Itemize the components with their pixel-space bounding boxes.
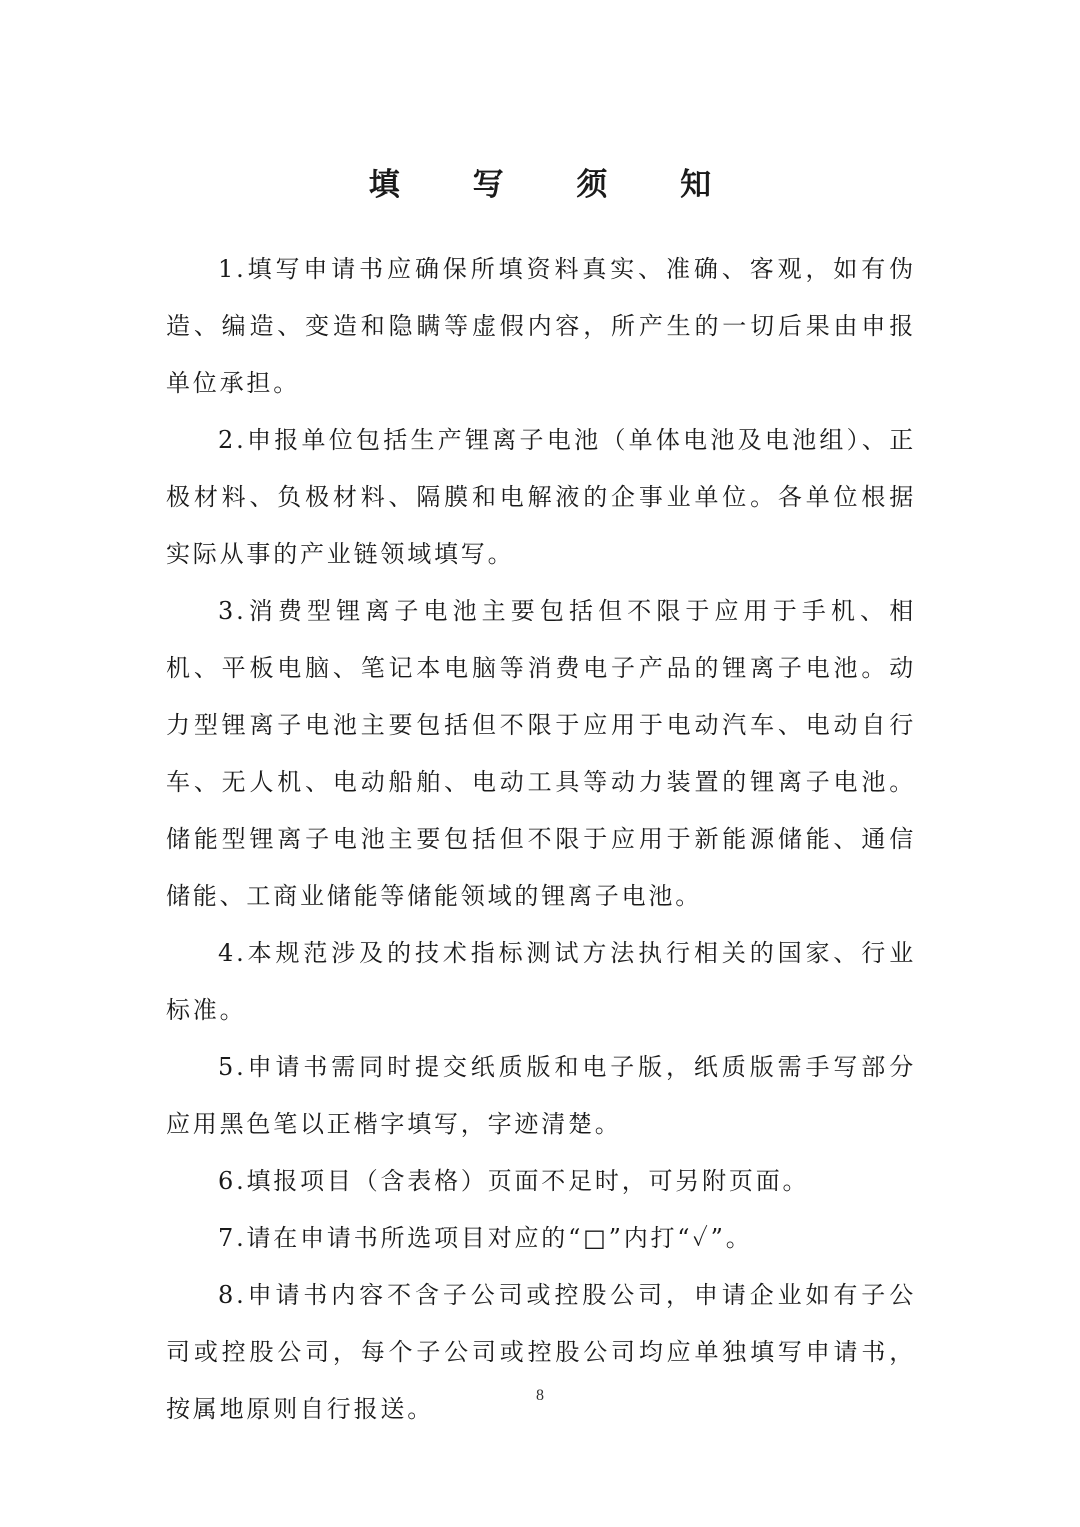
instruction-item-6: 6.填报项目（含表格）页面不足时，可另附页面。	[218, 1167, 810, 1195]
instruction-item-3: 3.消费型锂离子电池主要包括但不限于应用于手机、相机、平板电脑、笔记本电脑等消费电子产品的锂离子电池。动力型锂离子电池主要包括但不限于应用于电动汽车、电动自行车、无人机、电动船舶、电动工具等动力装置的锂离子电池。储能型锂离子电池主要包括但不限于应用于新能源储能、通信储能、工商业储能等储能领域的锂离子电池。	[166, 597, 916, 910]
instruction-item-8: 8.申请书内容不含子公司或控股公司，申请企业如有子公司或控股公司，每个子公司或控股公司均应单独填写申请书，按属地原则自行报送。	[166, 1281, 916, 1423]
page-title: 填 写 须 知	[368, 167, 743, 203]
instruction-item-7: 7.请在申请书所选项目对应的“□”内打“✓”。	[218, 1224, 753, 1252]
instructions-body	[166, 241, 916, 1438]
page-number: 8	[536, 1387, 544, 1404]
instruction-item-1: 1.填写申请书应确保所填资料真实、准确、客观，如有伪造、编造、变造和隐瞒等虚假内容，所产生的一切后果由申报单位承担。	[166, 255, 916, 397]
instruction-item-2: 2.申报单位包括生产锂离子电池（单体电池及电池组）、正极材料、负极材料、隔膜和电解液的企事业单位。各单位根据实际从事的产业链领域填写。	[166, 426, 916, 568]
instruction-item-5: 5.申请书需同时提交纸质版和电子版，纸质版需手写部分应用黑色笔以正楷字填写，字迹清楚。	[166, 1053, 916, 1138]
instruction-item-4: 4.本规范涉及的技术指标测试方法执行相关的国家、行业标准。	[166, 939, 916, 1024]
